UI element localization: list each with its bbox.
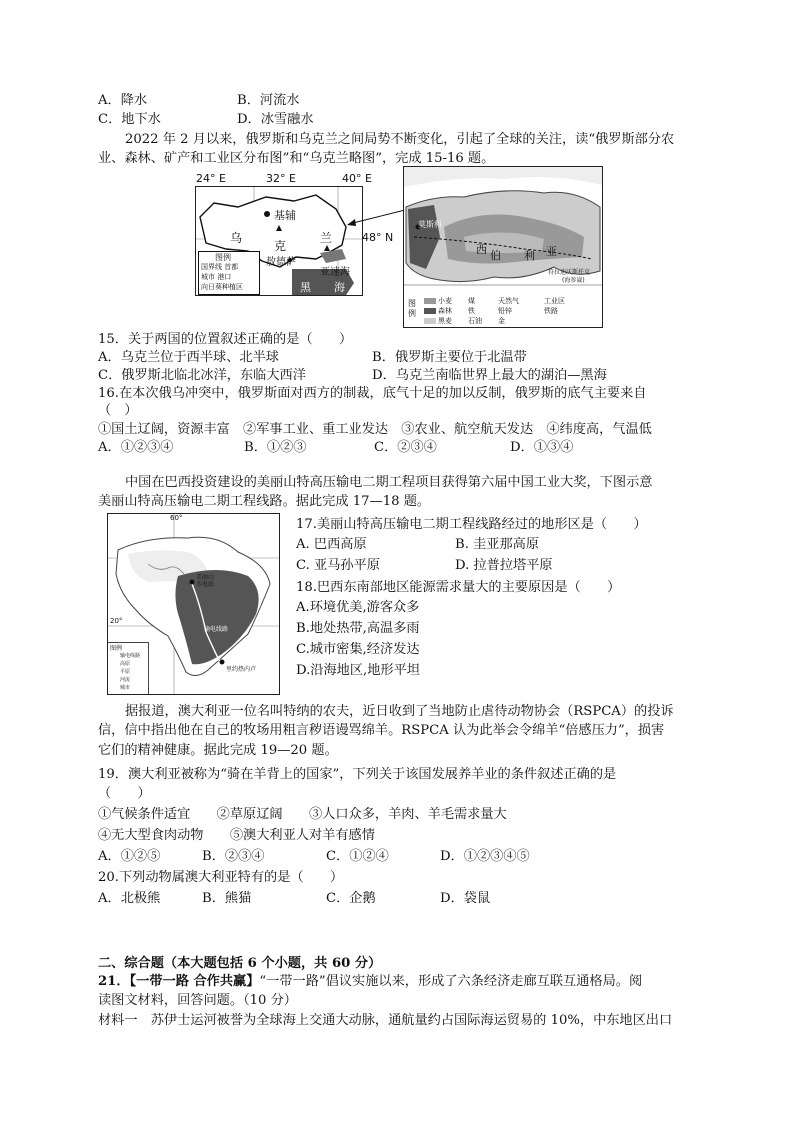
russia-map bbox=[403, 166, 603, 328]
intro-19-20-line3: 它们的精神健康。据此完成 19—20 题。 bbox=[98, 743, 338, 758]
brazil-legend-item: 输电线路 bbox=[120, 653, 141, 659]
russia-port-sublabel: (海参崴) bbox=[562, 277, 585, 284]
q16-option-a: A．①②③④ bbox=[98, 440, 174, 455]
q18-option-c: C.城市密集,经济发达 bbox=[296, 642, 420, 657]
brazil-lon-label: 60° bbox=[170, 514, 183, 522]
city-kyiv-label: 基辅 bbox=[274, 209, 296, 222]
russia-label-char-1: 西 bbox=[476, 243, 487, 256]
russia-legend-item: 金 bbox=[498, 317, 505, 325]
russia-legend-title: 图例 bbox=[408, 299, 416, 318]
intro-15-16-line1: 2022 年 2 月以来，俄罗斯和乌克兰之间局势不断变化，引起了全球的关注，读“俄罗斯部分农 bbox=[125, 132, 675, 147]
forest-swatch bbox=[424, 308, 436, 314]
q14-option-d: D．冰雪融水 bbox=[237, 112, 314, 127]
brazil-legend-item: 河流 bbox=[120, 677, 131, 683]
q15-stem: 15．关于两国的位置叙述正确的是（ ） bbox=[98, 332, 353, 347]
q21-line3: 材料一 苏伊士运河被誉为全球海上交通大动脉，通航量约占国际海运贸易的 10%，中东地区出口 bbox=[98, 1013, 673, 1028]
city-odesa-label: 敖德萨 bbox=[266, 257, 296, 268]
brazil-legend-title: 图例 bbox=[110, 645, 123, 652]
q17-option-a: A. 巴西高原 bbox=[296, 537, 367, 552]
russia-legend-item: 铅锌 bbox=[498, 307, 512, 315]
q17-stem: 17.美丽山特高压输电二期工程线路经过的地形区是（ ） bbox=[296, 517, 647, 532]
q18-option-b: B.地处热带,高温多雨 bbox=[296, 621, 420, 636]
ukraine-legend-row1: 国界线 首都 bbox=[201, 263, 239, 271]
q16-option-c: C．②③④ bbox=[374, 440, 437, 455]
q19-option-d: D．①②③④⑤ bbox=[440, 849, 530, 864]
ukraine-legend-row3: 向日葵种植区 bbox=[201, 283, 243, 291]
ukraine-lon-32: 32° E bbox=[266, 172, 296, 185]
ukraine-map bbox=[195, 186, 363, 296]
intro-19-20-line2: 信，信中指出他在自己的牧场用粗言秽语谩骂绵羊。RSPCA 认为此举会令绵羊“倍感压力”，损害 bbox=[98, 723, 665, 738]
q17-option-b: B. 圭亚那高原 bbox=[455, 537, 540, 552]
q19-option-b: B．②③④ bbox=[202, 849, 265, 864]
country-char-3: 兰 bbox=[320, 231, 333, 245]
q15-option-d: D．乌克兰南临世界上最大的湖泊—黑海 bbox=[372, 368, 607, 383]
q16-stem: 16.在本次俄乌冲突中，俄罗斯面对西方的制裁，底气十足的加以反制，俄罗斯的底气主要来自 bbox=[98, 386, 647, 401]
brazil-city2-label: 水电站 bbox=[196, 581, 215, 588]
brazil-city1-label: 美丽山 bbox=[196, 574, 215, 581]
q18-option-a: A.环境优美,游客众多 bbox=[296, 600, 420, 615]
q14-option-c: C．地下水 bbox=[98, 112, 161, 127]
russia-legend-item: 铁 bbox=[468, 307, 475, 315]
q15-option-b: B．俄罗斯主要位于北温带 bbox=[372, 350, 527, 365]
russia-label-char-4: 亚 bbox=[546, 245, 557, 258]
q16-option-d: D．①③④ bbox=[510, 440, 574, 455]
russia-legend-item: 森林 bbox=[438, 307, 452, 315]
q17-option-c: C. 亚马孙平原 bbox=[296, 558, 380, 573]
sea-black-char-1: 黑 bbox=[300, 281, 311, 294]
q19-stem: 19．澳大利亚被称为“骑在羊背上的国家”，下列关于该国发展养羊业的条件叙述正确的是 bbox=[98, 767, 617, 782]
q17-option-d: D. 拉普拉塔平原 bbox=[455, 558, 553, 573]
country-char-2: 克 bbox=[274, 239, 287, 253]
q21-line2: 读图文材料，回答问题。（10 分） bbox=[98, 993, 297, 1008]
q15-option-c: C．俄罗斯北临北冰洋，东临大西洋 bbox=[98, 368, 306, 383]
russia-port-label: 符拉迪沃斯托克 bbox=[548, 269, 591, 276]
sea-azov-label: 亚速海 bbox=[320, 267, 350, 278]
intro-15-16-line2: 业、森林、矿产和工业区分布图”和“乌克兰略图”，完成 15-16 题。 bbox=[98, 151, 495, 166]
intro-17-18-line2: 美丽山特高压输电二期工程线路。据此完成 17—18 题。 bbox=[98, 494, 431, 509]
russia-label-char-2: 伯 bbox=[490, 249, 501, 262]
russia-legend-item: 煤 bbox=[468, 297, 475, 305]
intro-19-20-line1: 据报道，澳大利亚一位名叫特纳的农夫，近日收到了当地防止虐待动物协会（RSPCA）的投诉 bbox=[125, 704, 674, 719]
ukraine-lon-40: 40° E bbox=[342, 172, 372, 185]
russia-moscow-label: 莫斯科 bbox=[418, 220, 442, 229]
russia-legend-item: 小麦 bbox=[438, 297, 452, 305]
q16-items: ①国土辽阔，资源丰富 ②军事工业、重工业发达 ③农业、航空航天发达 ④纬度高，气温低 bbox=[98, 422, 652, 437]
q16-option-b: B．①②③ bbox=[244, 440, 307, 455]
q21-prefix: 21． bbox=[98, 974, 130, 989]
wheat-swatch bbox=[424, 298, 436, 304]
rye-swatch bbox=[424, 318, 436, 324]
russia-legend-item: 黑麦 bbox=[438, 317, 452, 325]
q20-option-c: C．企鹅 bbox=[326, 891, 376, 906]
russia-legend-item: 铁路 bbox=[544, 307, 558, 315]
intro-17-18-line1: 中国在巴西投资建设的美丽山特高压输电二期工程项目获得第六届中国工业大奖，下图示意 bbox=[125, 475, 653, 490]
q19-items-1: ①气候条件适宜 ②草原辽阔 ③人口众多，羊肉、羊毛需求量大 bbox=[98, 807, 507, 822]
ukraine-lon-24: 24° E bbox=[196, 172, 226, 185]
country-char-1: 乌 bbox=[230, 231, 243, 245]
russia-legend-item: 石油 bbox=[468, 317, 482, 325]
ukraine-lat-48: 48° N bbox=[362, 231, 394, 244]
q19-items-2: ④无大型食肉动物 ⑤澳大利亚人对羊有感情 bbox=[98, 828, 375, 843]
q14-option-b: B．河流水 bbox=[237, 93, 300, 108]
ukraine-map-legend bbox=[198, 251, 260, 295]
ukraine-legend-title: 图例 bbox=[215, 253, 231, 262]
q20-option-b: B．熊猫 bbox=[202, 891, 252, 906]
ukraine-legend-row2: 城市 港口 bbox=[201, 273, 232, 281]
brazil-legend-item: 城市 bbox=[120, 685, 131, 691]
q21-line1 bbox=[98, 973, 642, 991]
brazil-legend-item: 高原 bbox=[120, 661, 131, 667]
brazil-legend-item: 平原 bbox=[120, 669, 131, 675]
q21-intro: “一带一路”倡议实施以来，形成了六条经济走廊互联互通格局。阅 bbox=[259, 974, 643, 989]
q15-option-a: A．乌克兰位于西半球、北半球 bbox=[98, 350, 279, 365]
q20-option-a: A．北极熊 bbox=[98, 891, 161, 906]
q16-paren: （ ） bbox=[98, 403, 138, 418]
q21-title: 【一带一路 合作共赢】 bbox=[129, 974, 260, 989]
q19-option-a: A．①②⑤ bbox=[98, 849, 161, 864]
russia-legend-item: 天然气 bbox=[498, 297, 519, 305]
brazil-lat-label: 20° bbox=[110, 617, 123, 625]
q14-option-a: A．降水 bbox=[98, 93, 148, 108]
sea-black-char-2: 海 bbox=[334, 281, 345, 294]
brazil-rio-label: 里约热内卢 bbox=[226, 666, 257, 673]
russia-legend-item: 工业区 bbox=[544, 297, 565, 305]
brazil-line-label: 输电线路 bbox=[204, 626, 229, 633]
brazil-map bbox=[107, 513, 280, 695]
brazil-map-legend bbox=[108, 642, 149, 695]
q19-paren: （ ） bbox=[98, 786, 151, 801]
q18-option-d: D.沿海地区,地形平坦 bbox=[296, 663, 420, 678]
russia-map-legend bbox=[404, 295, 602, 327]
q18-stem: 18.巴西东南部地区能源需求量大的主要原因是（ ） bbox=[296, 580, 621, 595]
section-2-title: 二、综合题（本大题包括 6 个小题，共 60 分） bbox=[98, 956, 382, 971]
q19-option-c: C．①②④ bbox=[326, 849, 389, 864]
q20-option-d: D．袋鼠 bbox=[440, 891, 491, 906]
q20-stem: 20.下列动物属澳大利亚特有的是（ ） bbox=[98, 870, 344, 885]
russia-label-char-3: 利 bbox=[524, 249, 535, 262]
